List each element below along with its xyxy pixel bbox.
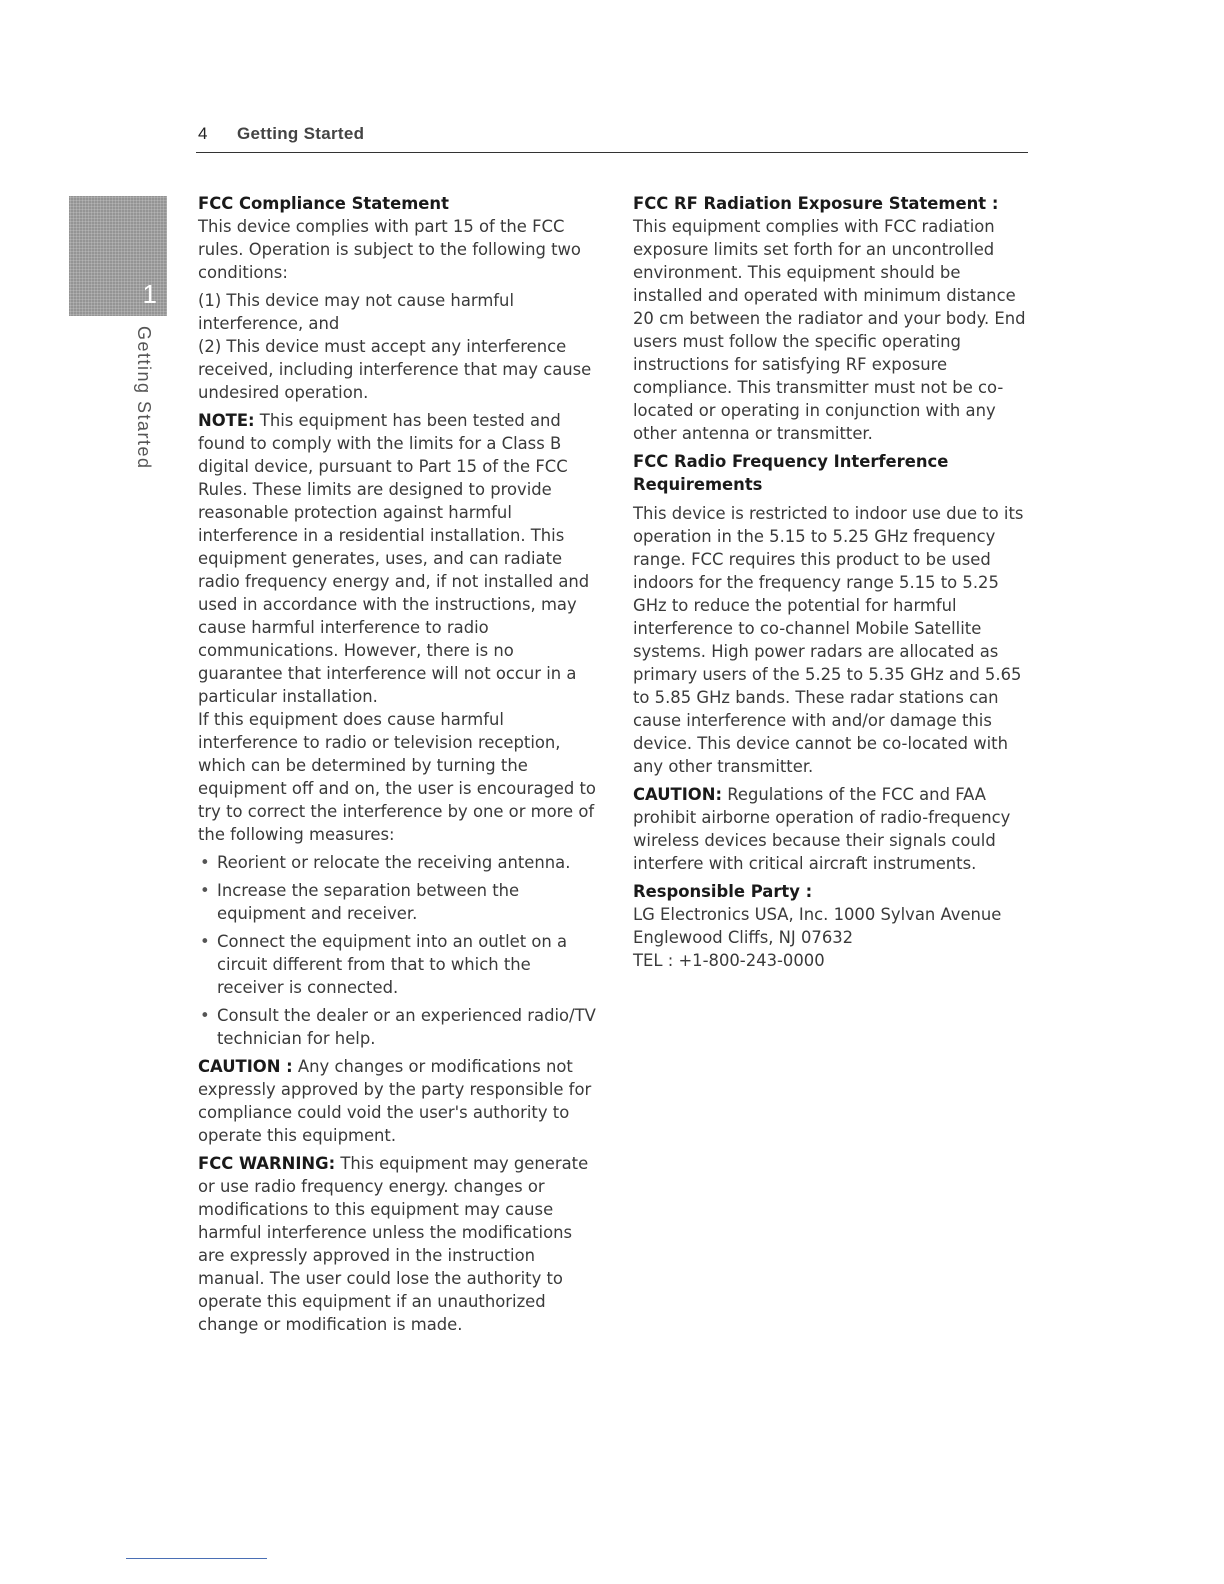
section-title: Getting Started: [237, 124, 365, 143]
rf-exposure-paragraph: [633, 192, 1031, 445]
caution-label: CAUTION :: [198, 1057, 293, 1076]
caution-label: CAUTION:: [633, 785, 723, 804]
chapter-number: 1: [142, 279, 157, 309]
list-item: • Consult the dealer or an experienced radio/TV technician for help.: [198, 1004, 596, 1050]
chapter-side-label: Getting Started: [134, 326, 154, 470]
responsible-party-city: Englewood Cliffs, NJ 07632: [633, 928, 854, 947]
responsible-party-address: LG Electronics USA, Inc. 1000 Sylvan Avenue: [633, 905, 1002, 924]
left-column: [198, 192, 596, 1341]
condition-2: (2) This device must accept any interference received, including interference that may cause undesired operation.: [198, 337, 592, 402]
note-paragraph-2: If this equipment does cause harmful interference to radio or television reception, which can be determined by turning the equipment off and on, the user is encouraged to try to correct the interference by one or more of the following measures:: [198, 710, 596, 844]
page-header: [196, 120, 1028, 153]
chapter-tab: [69, 196, 167, 316]
rf-exposure-label: FCC RF Radiation Exposure Statement :: [633, 194, 999, 213]
page-number: 4: [198, 124, 208, 143]
note-text: This equipment has been tested and found to comply with the limits for a Class B digital device, pursuant to Part 15 of the FCC Rules. These limits are designed to provide reasonable protection against harmful interference in a residential installation. This equipment generates, uses, and can radiate radio frequency energy and, if not installed and used in accordance with the instructions, may cause harmful interference to radio communications. However, there is no guarantee that interference will not occur in a particular installation.: [198, 411, 590, 706]
condition-1: (1) This device may not cause harmful interference, and: [198, 291, 514, 333]
fcc-compliance-title: FCC Compliance Statement: [198, 194, 449, 213]
rf-interference-text: This device is restricted to indoor use due to its operation in the 5.15 to 5.25 GHz frequency range. FCC requires this product to be used indoors for the frequency range 5.15 to 5.25 GHz to reduce the potential for harmful interference to co-channel Mobile Satellite systems. High power radars are allocated as primary users of the 5.25 to 5.35 GHz and 5.65 to 5.85 GHz bands. These radar stations can cause interference with and/or damage this device. This device cannot be co-located with any other transmitter.: [633, 504, 1024, 776]
measures-list: [198, 851, 596, 1050]
rf-interference-title: FCC Radio Frequency Interference Requirements: [633, 452, 949, 494]
note-label: NOTE:: [198, 411, 255, 430]
list-item: • Reorient or relocate the receiving antenna.: [198, 851, 596, 874]
list-item: • Connect the equipment into an outlet on a circuit different from that to which the receiver is connected.: [198, 930, 596, 999]
fcc-warning-text: This equipment may generate or use radio frequency energy. changes or modifications to this equipment may cause harmful interference unless the modifications are expressly approved in the instruction manual. The user could lose the authority to operate this equipment if an unauthorized change or modification is made.: [198, 1154, 589, 1334]
caution-text: Regulations of the FCC and FAA prohibit airborne operation of radio-frequency wireless devices because their signals could interfere with critical aircraft instruments.: [633, 785, 1011, 873]
fcc-warning-paragraph: [198, 1152, 596, 1336]
footer-divider: [126, 1558, 267, 1559]
right-column: [633, 192, 1031, 972]
fcc-warning-label: FCC WARNING:: [198, 1154, 336, 1173]
caution-paragraph: [198, 1055, 596, 1147]
caution-text: Any changes or modifications not expressly approved by the party responsible for compliance could void the user's authority to operate this equipment.: [198, 1057, 592, 1145]
rf-exposure-text: This equipment complies with FCC radiation exposure limits set forth for an uncontrolled environment. This equipment should be installed and operated with minimum distance 20 cm between the radiator and your body. End users must follow the specific operating instructions for satisfying RF exposure compliance. This transmitter must not be co-located or operating in conjunction with any other antenna or transmitter.: [633, 217, 1026, 443]
responsible-party-phone: TEL : +1-800-243-0000: [633, 951, 825, 970]
caution-paragraph: [633, 783, 1031, 875]
note-paragraph: [198, 409, 596, 708]
fcc-compliance-intro: This device complies with part 15 of the FCC rules. Operation is subject to the following two conditions:: [198, 217, 581, 282]
responsible-party-title: Responsible Party :: [633, 882, 813, 901]
list-item: • Increase the separation between the equipment and receiver.: [198, 879, 596, 925]
